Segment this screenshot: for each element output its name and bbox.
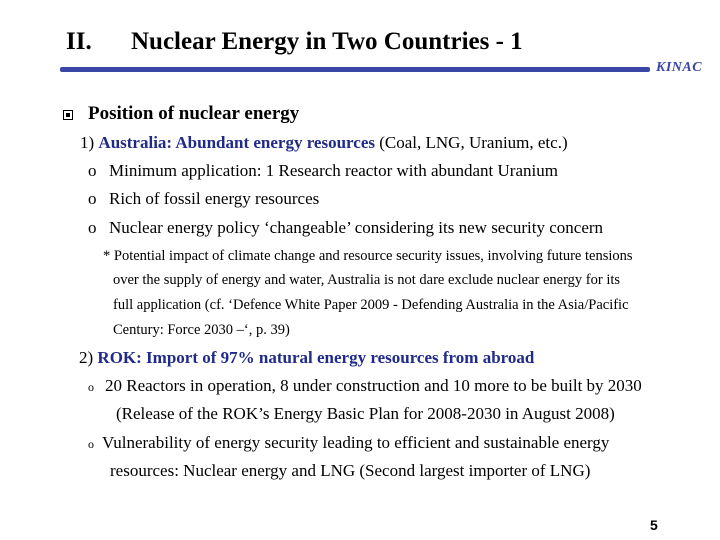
footnote-line: Century: Force 2030 –‘, p. 39) [113,322,290,338]
australia-bullet: Nuclear energy policy ‘changeable’ considering its new security concern [109,218,604,237]
page-number: 5 [650,517,658,533]
australia-detail: (Coal, LNG, Uranium, etc.) [375,133,568,152]
rok-bullet-cont: (Release of the ROK’s Energy Basic Plan for 2008-2030 in August 2008) [116,404,615,423]
bullet-icon: o [88,218,97,237]
bullet-icon: o [88,437,94,451]
australia-label: Australia: Abundant energy resources [98,133,375,152]
title-underline [60,67,650,72]
footnote-line: over the supply of energy and water, Australia is not dare exclude nuclear energy for its [113,272,621,288]
section-number: II. [66,28,92,55]
australia-item [80,133,568,153]
rok-label: ROK: Import of 97% natural energy resources from abroad [97,348,535,367]
bullet-icon: o [88,189,97,208]
bullet-icon: o [88,380,94,394]
square-bullet-icon [63,110,73,120]
section-heading: Position of nuclear energy [88,103,300,124]
australia-bullet: Minimum application: 1 Research reactor with abundant Uranium [109,161,558,180]
australia-number: 1) [80,133,95,152]
rok-number: 2) [79,348,94,367]
kinac-logo: KINAC [656,60,703,75]
bullet-icon: o [88,161,97,180]
rok-bullet: 20 Reactors in operation, 8 under construction and 10 more to be built by 2030 [105,376,642,395]
footnote-line: * Potential impact of climate change and resource security issues, involving future tensions [103,248,633,264]
rok-bullet-cont: resources: Nuclear energy and LNG (Second largest importer of LNG) [110,461,591,480]
slide-title: Nuclear Energy in Two Countries - 1 [131,28,523,55]
footnote-line: full application (cf. ‘Defence White Paper 2009 - Defending Australia in the Asia/Pacific [113,297,629,313]
rok-item [79,348,534,368]
australia-bullet: Rich of fossil energy resources [109,189,320,208]
rok-bullet: Vulnerability of energy security leading to efficient and sustainable energy [102,433,610,452]
